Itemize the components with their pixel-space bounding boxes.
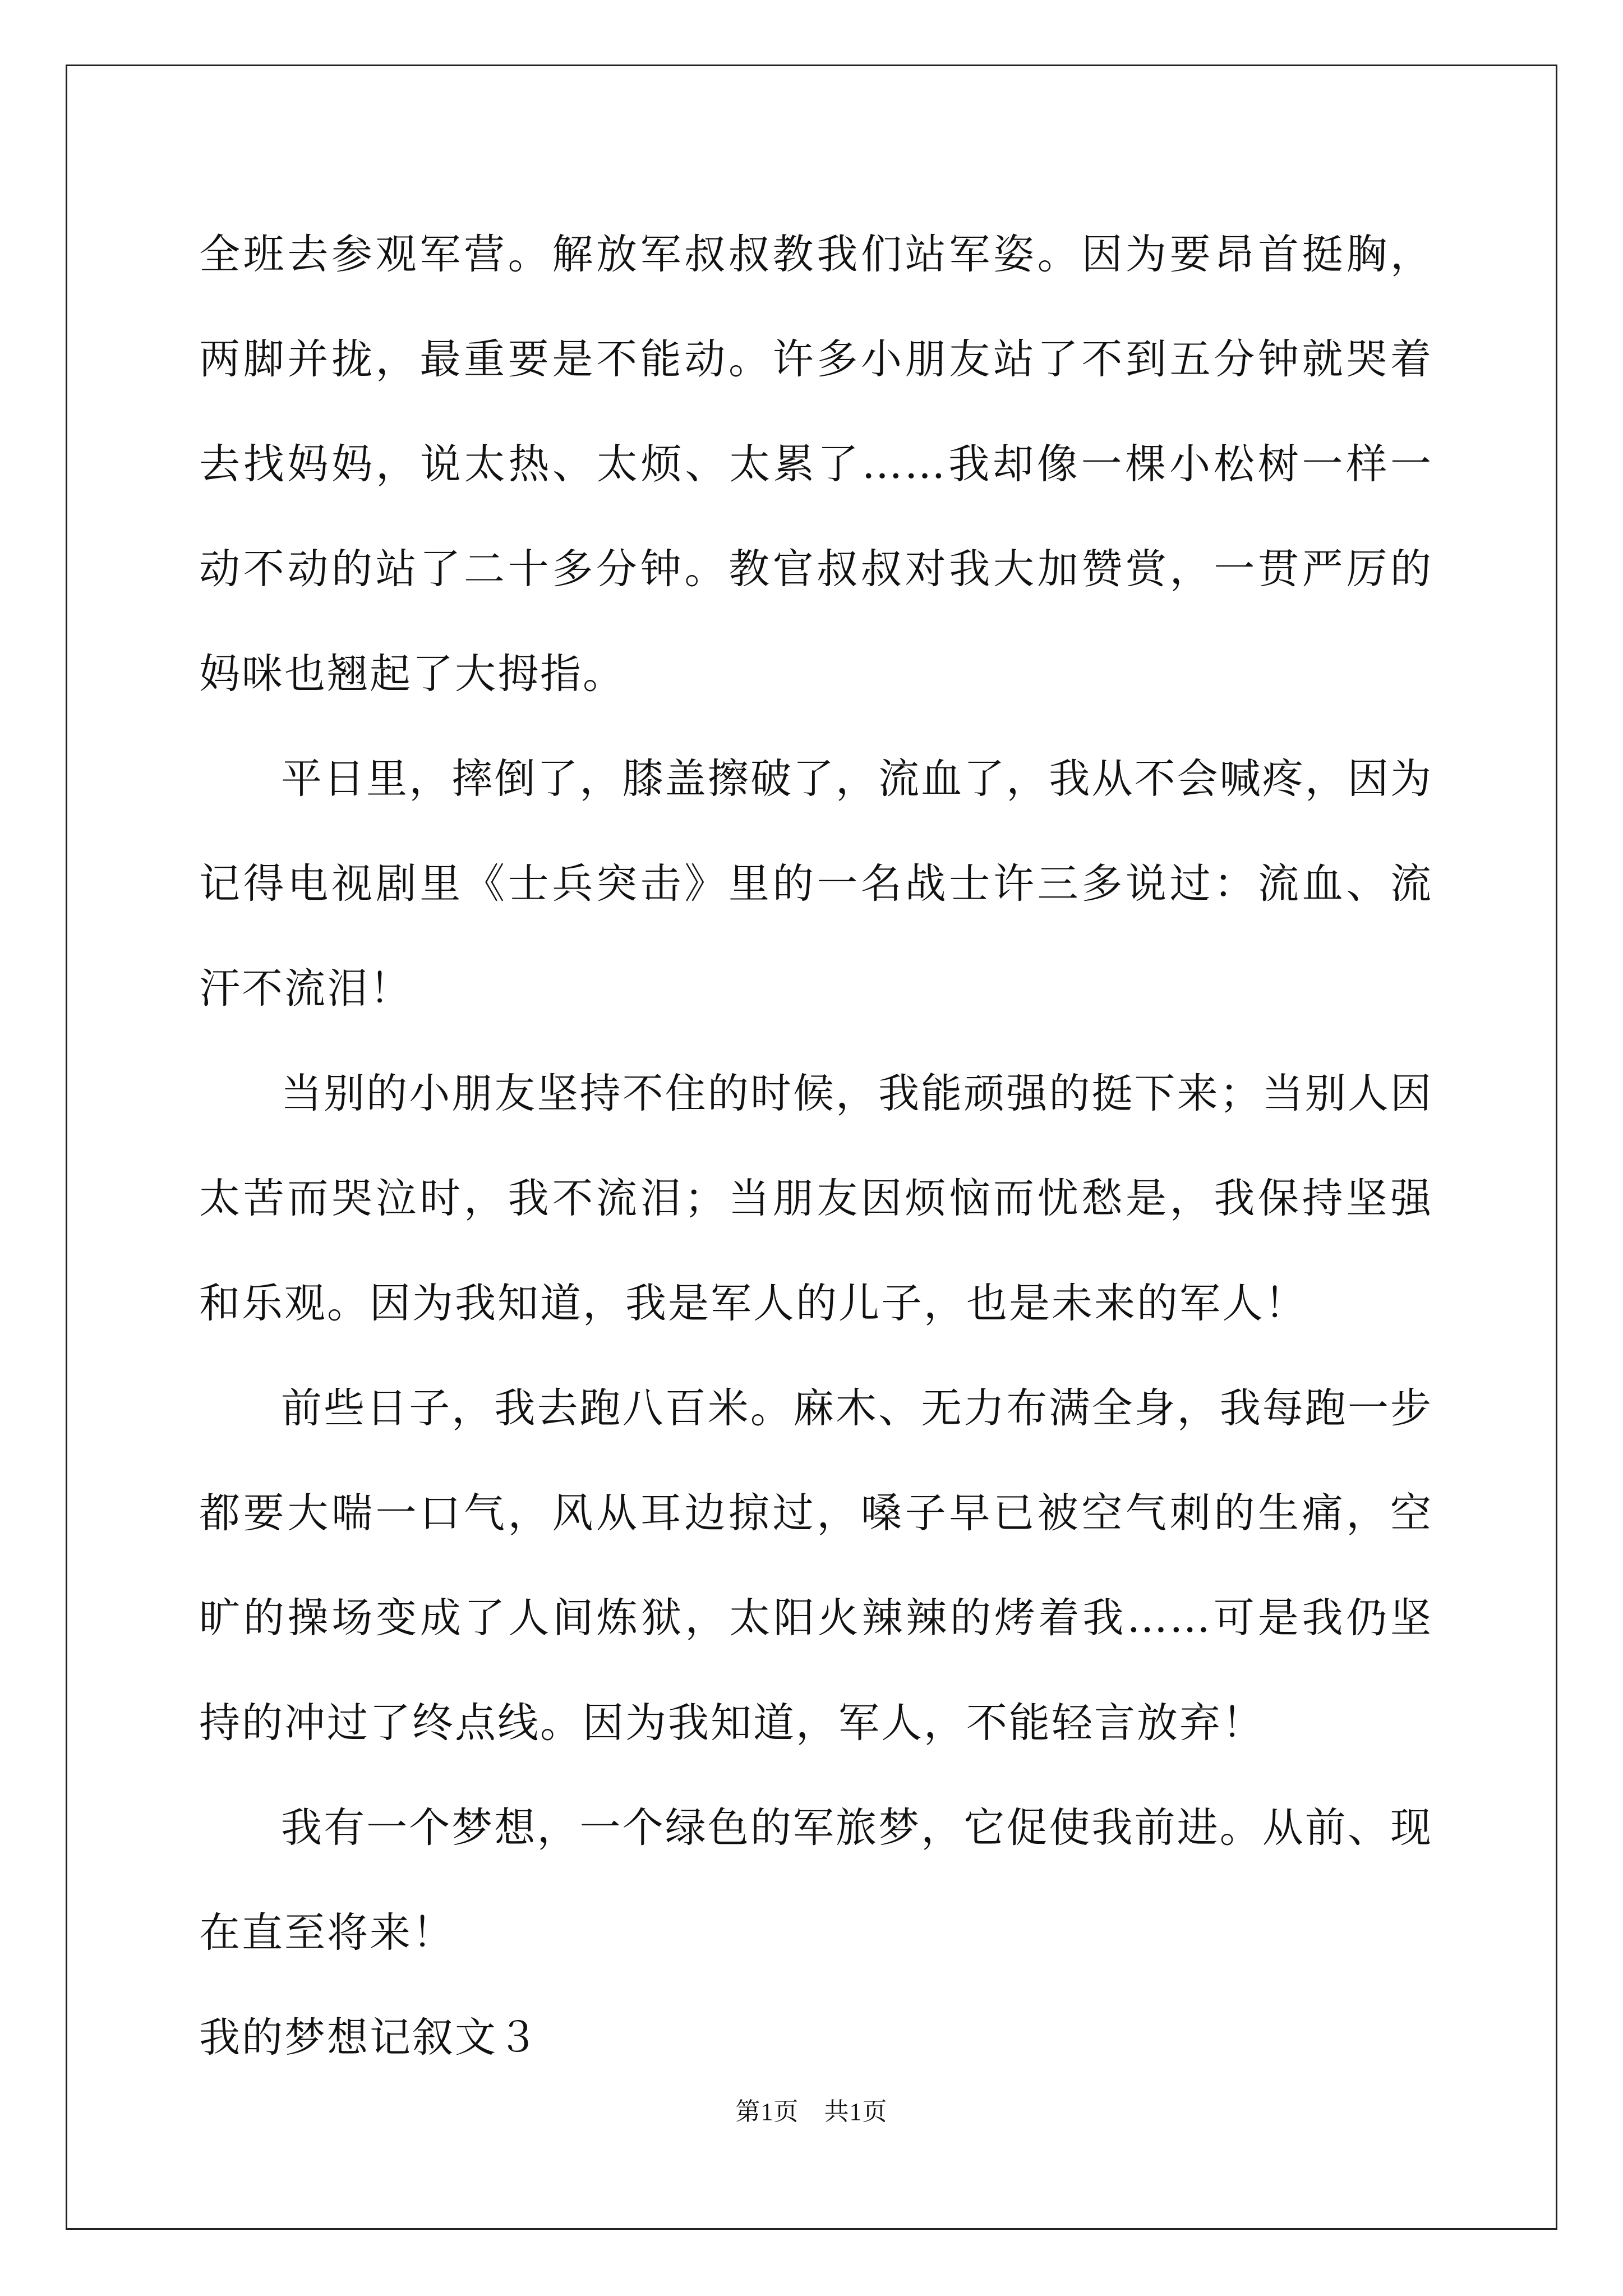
paragraph-4: 前些日子，我去跑八百米。麻木、无力布满全身，我每跑一步都要大喘一口气，风从耳边掠过，嗓子早已被空气刺的生痛，空旷的操场变成了人间炼狱，太阳火辣辣的烤着我……可是我仍坚持的冲过了终点线。因为我知道，军人，不能轻言放弃！ — [199, 1384, 1433, 1747]
page-number-footer: 第1页 共1页 — [735, 2098, 888, 2125]
paragraph-3: 当别的小朋友坚持不住的时候，我能顽强的挺下来；当别人因太苦而哭泣时，我不流泪；当朋友因烦恼而忧愁是，我保持坚强和乐观。因为我知道，我是军人的儿子，也是未来的军人！ — [199, 1070, 1433, 1327]
paragraph-2: 平日里，摔倒了，膝盖擦破了，流血了，我从不会喊疼，因为记得电视剧里《士兵突击》里的一名战士许三多说过：流血、流汗不流泪！ — [199, 755, 1433, 1013]
document-body — [199, 202, 1433, 2090]
section-heading: 我的梦想记叙文３ — [199, 2014, 540, 2062]
paragraph-1: 全班去参观军营。解放军叔叔教我们站军姿。因为要昂首挺胸，两脚并拢，最重要是不能动。许多小朋友站了不到五分钟就哭着去找妈妈，说太热、太烦、太累了……我却像一棵小松树一样一动不动的站了二十多分钟。教官叔叔对我大加赞赏，一贯严厉的妈咪也翘起了大拇指。 — [199, 231, 1433, 698]
paragraph-5: 我有一个梦想，一个绿色的军旅梦，它促使我前进。从前、现在直至将来！ — [199, 1804, 1433, 1957]
